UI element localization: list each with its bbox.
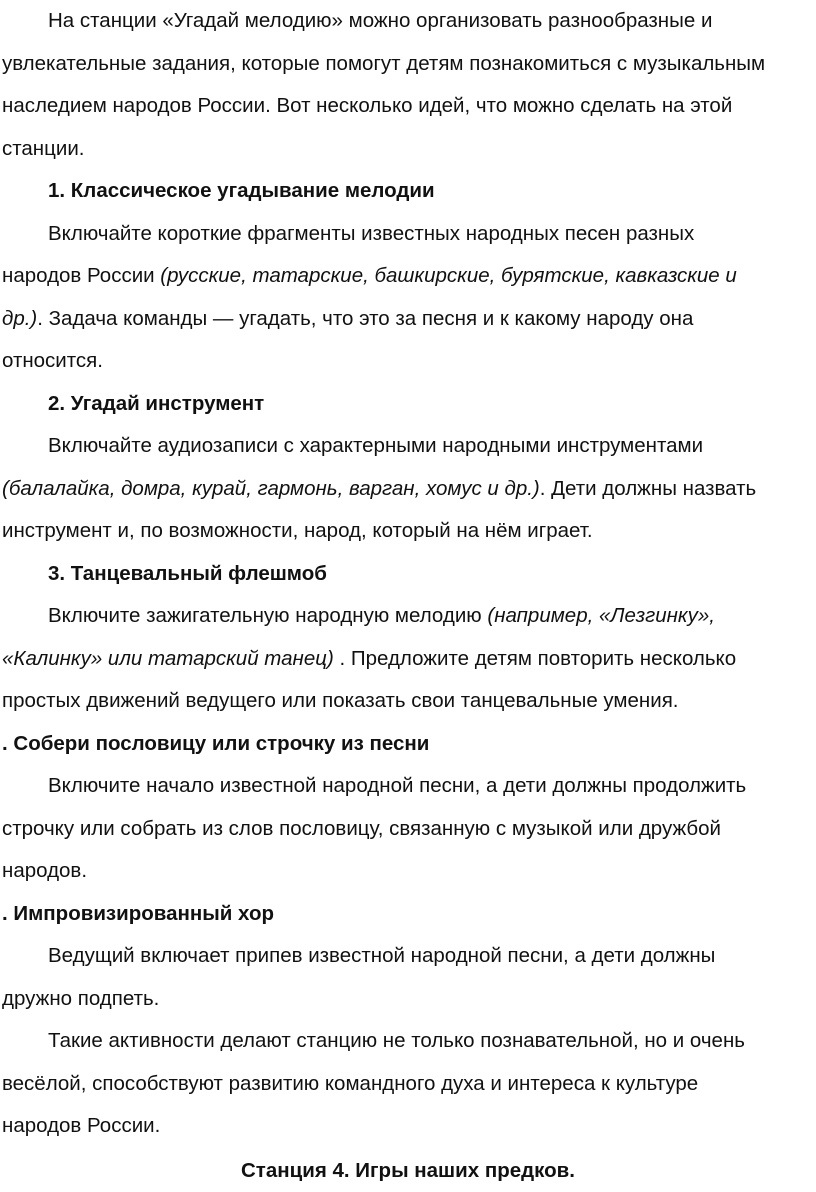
section-1-line-2: [2, 255, 814, 298]
section-2-line-2-italic: (балалайка, домра, курай, гармонь, варган, хомус и др.): [2, 477, 540, 500]
intro-line-4: станции.: [2, 128, 814, 171]
section-1-line-2-text: народов России: [2, 264, 160, 287]
intro-line-2: увлекательные задания, которые помогут детям познакомиться с музыкальным: [2, 43, 814, 86]
section-1-line-3-italic: др.): [2, 307, 37, 330]
intro-line-1: На станции «Угадай мелодию» можно организовать разнообразные и: [2, 0, 814, 43]
section-2-paragraph: [2, 425, 814, 553]
section-3-line-2-text: . Предложите детям повторить несколько: [334, 647, 736, 670]
section-4-heading: . Собери пословицу или строчку из песни: [2, 723, 814, 766]
section-2-line-1: Включайте аудиозаписи с характерными народными инструментами: [2, 425, 814, 468]
section-5-line-1: Ведущий включает припев известной народной песни, а дети должны: [2, 935, 814, 978]
section-4-paragraph: [2, 765, 814, 893]
section-1-line-1: Включайте короткие фрагменты известных народных песен разных: [2, 213, 814, 256]
section-4-line-2: строчку или собрать из слов пословицу, связанную с музыкой или дружбой: [2, 808, 814, 851]
section-3-line-1: [2, 595, 814, 638]
section-5-paragraph: [2, 935, 814, 1020]
section-2-heading: 2. Угадай инструмент: [2, 383, 814, 426]
intro-line-3: наследием народов России. Вот несколько идей, что можно сделать на этой: [2, 85, 814, 128]
station-title: Станция 4. Игры наших предков.: [2, 1148, 814, 1192]
section-4-line-1: Включите начало известной народной песни, а дети должны продолжить: [2, 765, 814, 808]
section-3-line-2-italic: «Калинку» или татарский танец): [2, 647, 334, 670]
section-3-heading: 3. Танцевальный флешмоб: [2, 553, 814, 596]
section-1-line-4: относится.: [2, 340, 814, 383]
section-2-line-2: [2, 468, 814, 511]
conclusion-line-3: народов России.: [2, 1105, 814, 1148]
section-3-line-3: простых движений ведущего или показать свои танцевальные умения.: [2, 680, 814, 723]
section-1-heading: 1. Классическое угадывание мелодии: [2, 170, 814, 213]
conclusion-paragraph: [2, 1020, 814, 1148]
section-1-line-2-italic: (русские, татарские, башкирские, бурятские, кавказские и: [160, 264, 736, 287]
section-4-line-3: народов.: [2, 850, 814, 893]
section-1-line-3: [2, 298, 814, 341]
conclusion-line-1: Такие активности делают станцию не только познавательной, но и очень: [2, 1020, 814, 1063]
section-3-paragraph: [2, 595, 814, 723]
section-1-line-3-text: . Задача команды — угадать, что это за песня и к какому народу она: [37, 307, 693, 330]
section-5-heading: . Импровизированный хор: [2, 893, 814, 936]
section-5-line-2: дружно подпеть.: [2, 978, 814, 1021]
section-3-line-1-text: Включите зажигательную народную мелодию: [48, 604, 487, 627]
section-1-paragraph: [2, 213, 814, 383]
section-2-line-2-text: . Дети должны назвать: [540, 477, 756, 500]
section-3-line-2: [2, 638, 814, 681]
section-2-line-3: инструмент и, по возможности, народ, который на нём играет.: [2, 510, 814, 553]
section-3-line-1-italic: (например, «Лезгинку»,: [487, 604, 715, 627]
conclusion-line-2: весёлой, способствуют развитию командного духа и интереса к культуре: [2, 1063, 814, 1106]
intro-paragraph: [2, 0, 814, 170]
